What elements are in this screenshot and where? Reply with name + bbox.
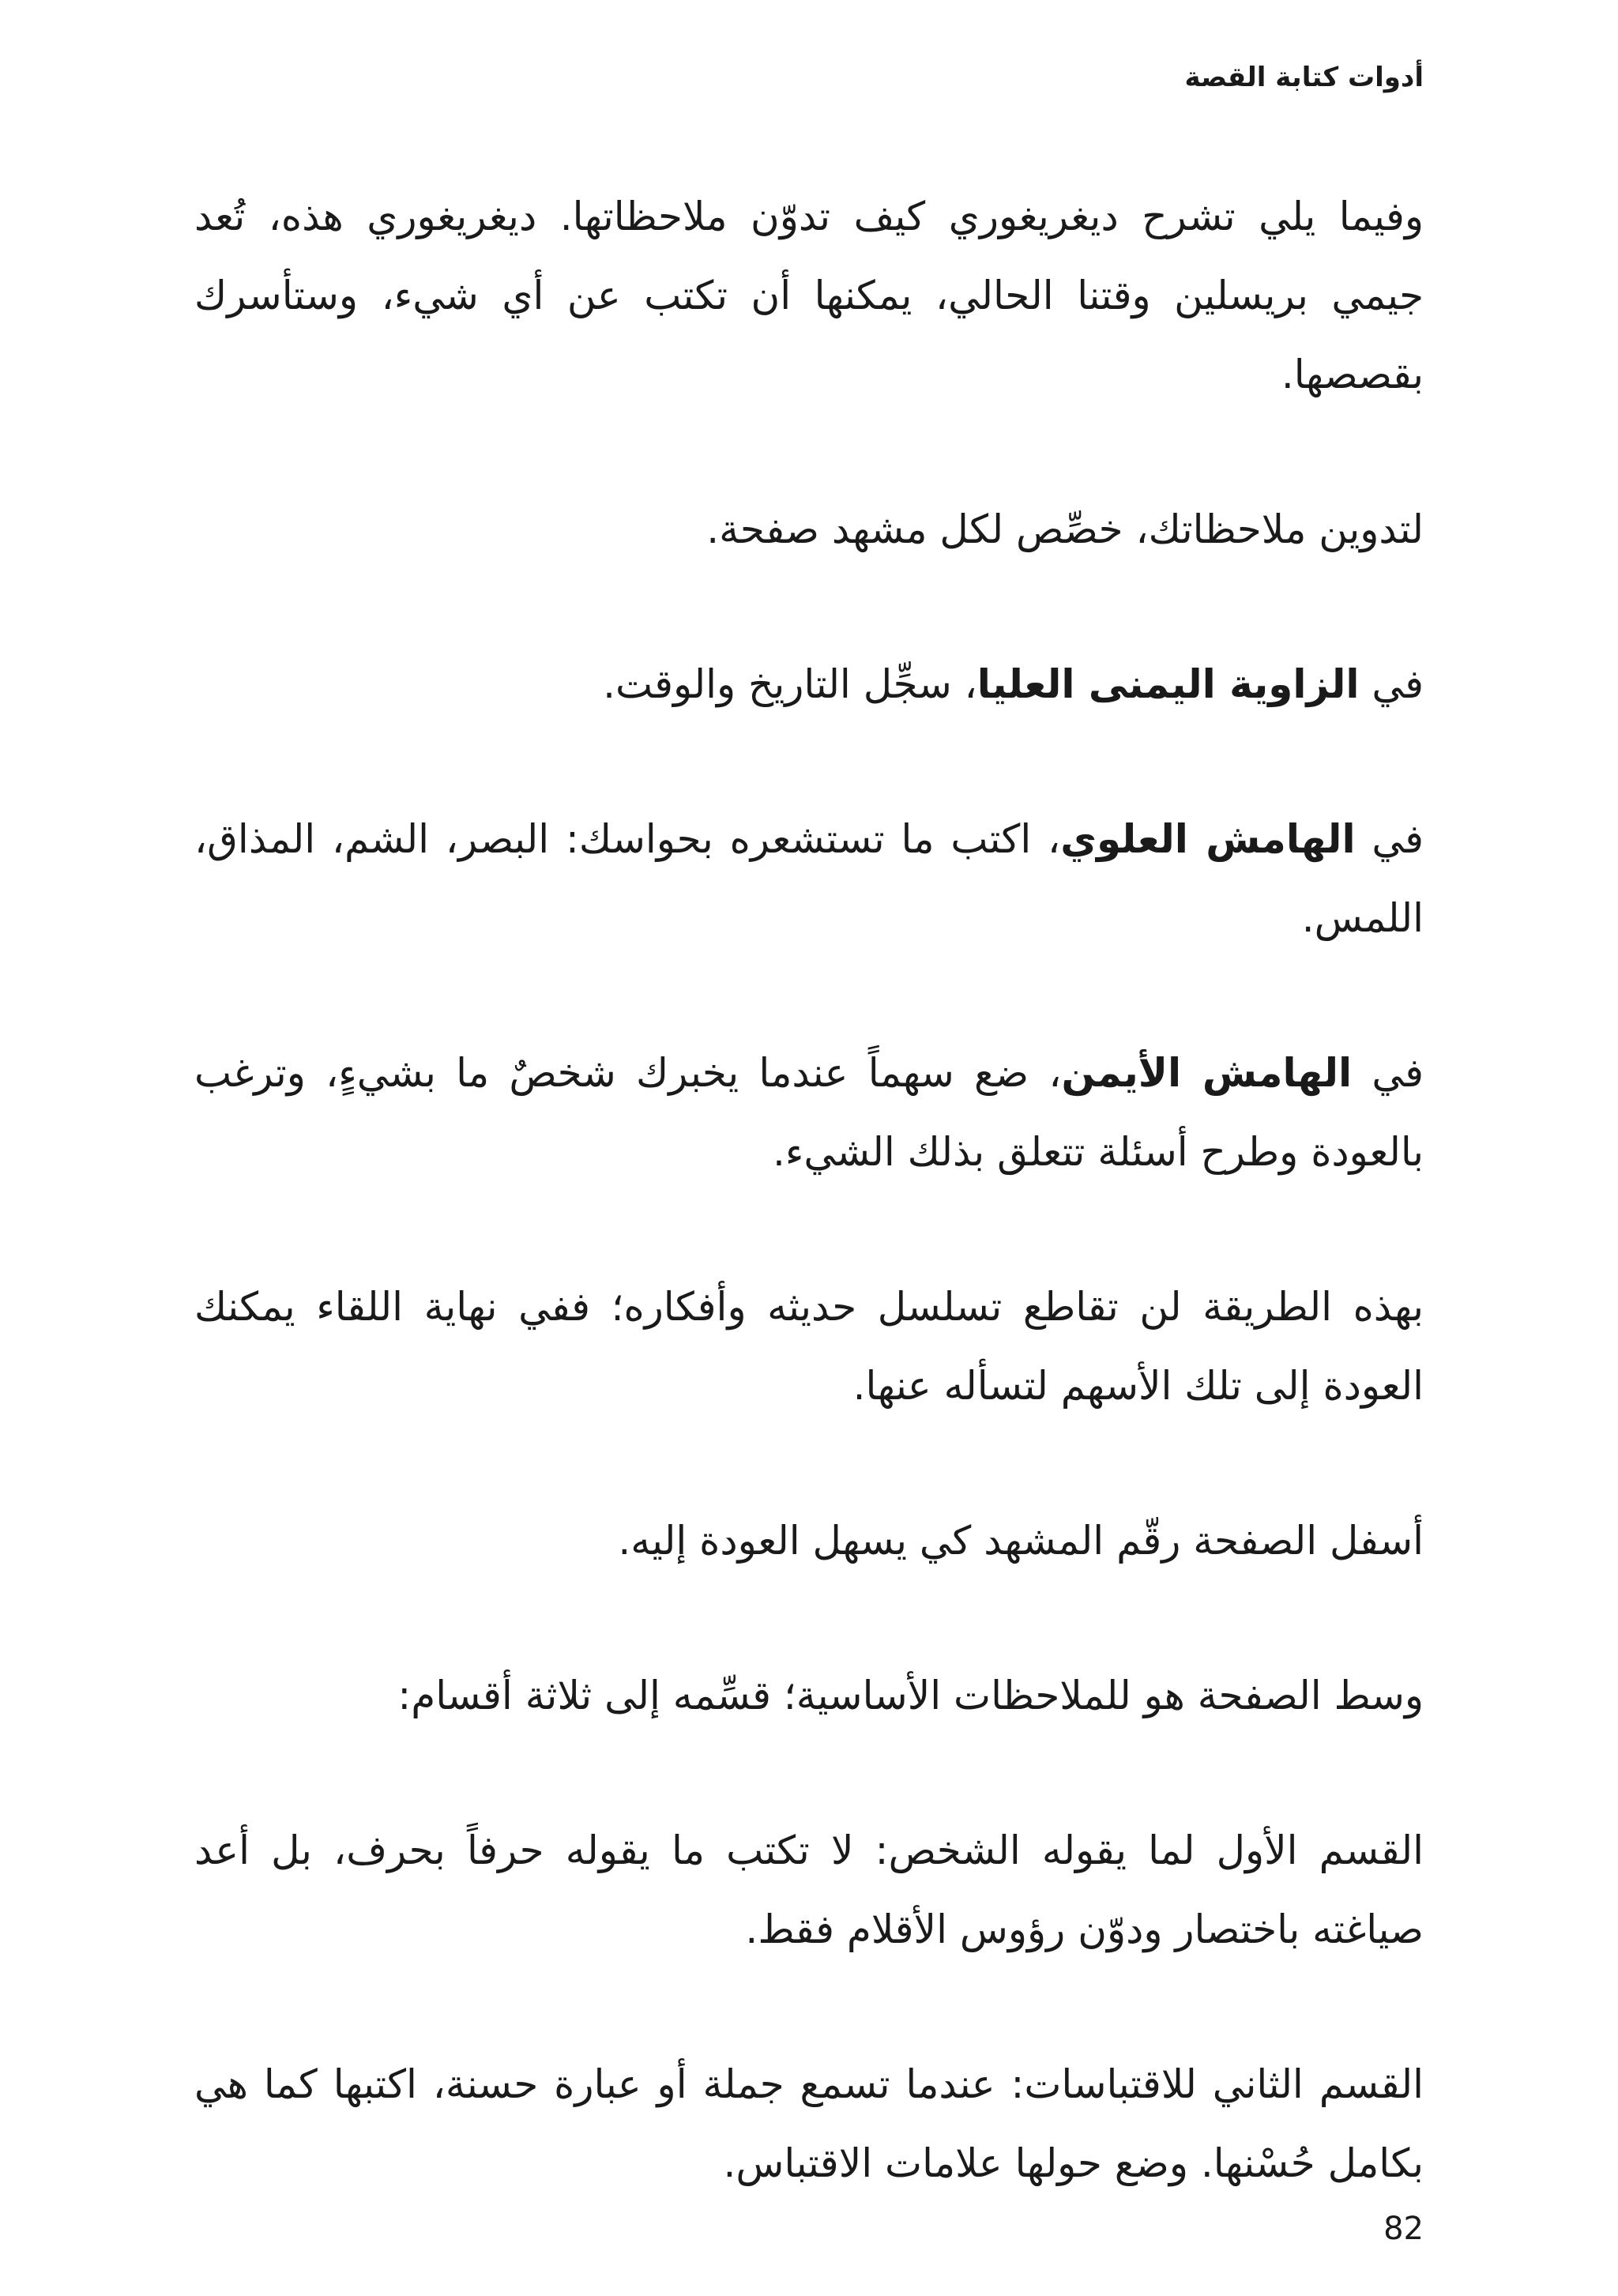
running-header-title: أدوات كتابة القصة: [1184, 62, 1424, 93]
paragraph-1: وفيما يلي تشرح ديغريغوري كيف تدوّن ملاحظاتها. ديغريغوري هذه، تُعد جيمي بريسلين وقتنا الحالي، يمكنها أن تكتب عن أي شيء، وستأسرك بقصصها.: [194, 194, 1424, 397]
paragraph-10: القسم الثاني للاقتباسات: عندما تسمع جملة أو عبارة حسنة، اكتبها كما هي بكامل حُسْنها. وضع حولها علامات الاقتباس.: [194, 2061, 1424, 2186]
paragraph-3-rest: ، سجِّل التاريخ والوقت.: [603, 661, 977, 707]
paragraph-4-bold: الهامش العلوي: [1060, 816, 1356, 862]
paragraph-6: بهذه الطريقة لن تقاطع تسلسل حديثه وأفكاره؛ ففي نهاية اللقاء يمكنك العودة إلى تلك الأسهم لتسأله عنها.: [194, 1284, 1424, 1409]
paragraph-4-rest: ، اكتب ما تستشعره بحواسك: البصر، الشم، المذاق، اللمس.: [194, 816, 1424, 941]
paragraph-3: [194, 645, 1424, 724]
paragraph-4-prefix: في: [1355, 816, 1424, 862]
paragraph-3-bold: الزاوية اليمنى العليا: [976, 661, 1360, 707]
page-number: 82: [1383, 2211, 1424, 2247]
paragraph-5-rest: ، ضع سهماً عندما يخبرك شخصٌ ما بشيءٍ، وترغب بالعودة وطرح أسئلة تتعلق بذلك الشيء.: [194, 1050, 1424, 1175]
body-text: [194, 177, 1424, 2279]
paragraph-4: [194, 800, 1424, 958]
paragraph-5-prefix: في: [1352, 1050, 1424, 1096]
paragraph-5-bold: الهامش الأيمن: [1061, 1050, 1353, 1096]
paragraph-8: وسط الصفحة هو للملاحظات الأساسية؛ قسِّمه إلى ثلاثة أقسام:: [397, 1673, 1424, 1718]
paragraph-5: [194, 1033, 1424, 1191]
paragraph-2: لتدوين ملاحظاتك، خصِّص لكل مشهد صفحة.: [706, 506, 1424, 552]
paragraph-3-prefix: في: [1359, 661, 1424, 707]
paragraph-9: القسم الأول لما يقوله الشخص: لا تكتب ما يقوله حرفاً بحرف، بل أعد صياغته باختصار ودوّن رؤوس الأقلام فقط.: [194, 1827, 1424, 1952]
paragraph-7: أسفل الصفحة رقّم المشهد كي يسهل العودة إليه.: [618, 1518, 1424, 1564]
